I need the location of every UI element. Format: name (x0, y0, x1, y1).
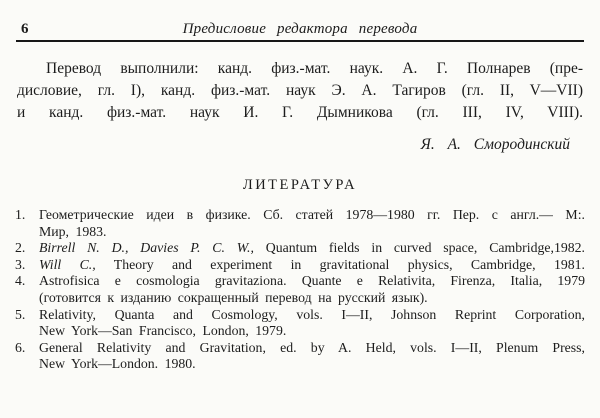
item-text-line1 (39, 257, 585, 274)
item-number: 5. (15, 306, 26, 322)
item-text-line2: New York—London. 1980. (39, 356, 196, 372)
item-text-line2: New York—San Francisco, London, 1979. (39, 323, 287, 339)
bibliography-item (15, 240, 585, 257)
item-authors-italic: Will C., (39, 256, 96, 272)
preface-paragraph (17, 58, 583, 124)
item-body (39, 273, 585, 306)
item-text: General Relativity and Gravitation, ed. by A. Held, vols. I—II, Plenum Press, (39, 339, 585, 355)
preface-line: Перевод выполнили: канд. физ.-мат. наук. А. Г. Полнарев (пре- (46, 60, 583, 77)
item-text: Relativity, Quanta and Cosmology, vols. I—II, Johnson Reprint Corporation, (39, 306, 585, 322)
bibliography-item (15, 340, 585, 373)
item-text: Theory and experiment in gravitational physics, Cambridge, 1981. (113, 256, 586, 272)
bibliography-item (15, 207, 585, 240)
item-text: Геометрические идеи в физике. Сб. статей 1978—1980 гг. Пер. с англ.— М:. (39, 207, 585, 222)
item-text-line2: (готовится к изданию сокращенный перевод на русский язык). (39, 289, 428, 305)
item-number: 2. (15, 240, 26, 256)
item-text-line1 (39, 307, 585, 324)
bibliography-item (15, 273, 585, 306)
item-text: Quantum fields in curved space, Cambridge,1982. (265, 240, 585, 256)
item-number: 4. (15, 273, 26, 289)
item-body (39, 257, 585, 274)
signature: Я. А. Смородинский (420, 136, 570, 153)
header-rule (16, 40, 584, 42)
literature-list (15, 207, 585, 373)
item-text: Astrofisica e cosmologia gravitaziona. Quante e Relativita, Firenza, Italia, 1979 (39, 273, 585, 289)
item-body (39, 240, 585, 257)
item-number: 3. (15, 256, 26, 272)
preface-line: и канд. физ.-мат. наук И. Г. Дымникова (гл. III, IV, VIII). (17, 104, 583, 121)
item-body (39, 307, 585, 340)
item-body (39, 207, 585, 240)
item-text-line1 (39, 207, 585, 224)
literature-heading: ЛИТЕРАТУРА (242, 177, 358, 193)
page-header (0, 0, 600, 42)
item-number: 1. (15, 207, 26, 222)
item-text-line1 (39, 240, 585, 257)
running-head: Предисловие редактора перевода (182, 21, 418, 37)
bibliography-item (15, 257, 585, 274)
page-number: 6 (21, 21, 29, 37)
item-authors-italic: Birrell N. D., Davies P. C. W., (39, 240, 254, 256)
preface-line: дисловие, гл. I), канд. физ.-мат. наук Э. А. Тагиров (гл. II, V—VII) (17, 82, 583, 99)
item-body (39, 340, 585, 373)
item-text-line2: Мир, 1983. (39, 223, 107, 239)
item-text-line1 (39, 340, 585, 357)
item-number: 6. (15, 339, 26, 355)
item-text-line1 (39, 273, 585, 290)
bibliography-item (15, 307, 585, 340)
